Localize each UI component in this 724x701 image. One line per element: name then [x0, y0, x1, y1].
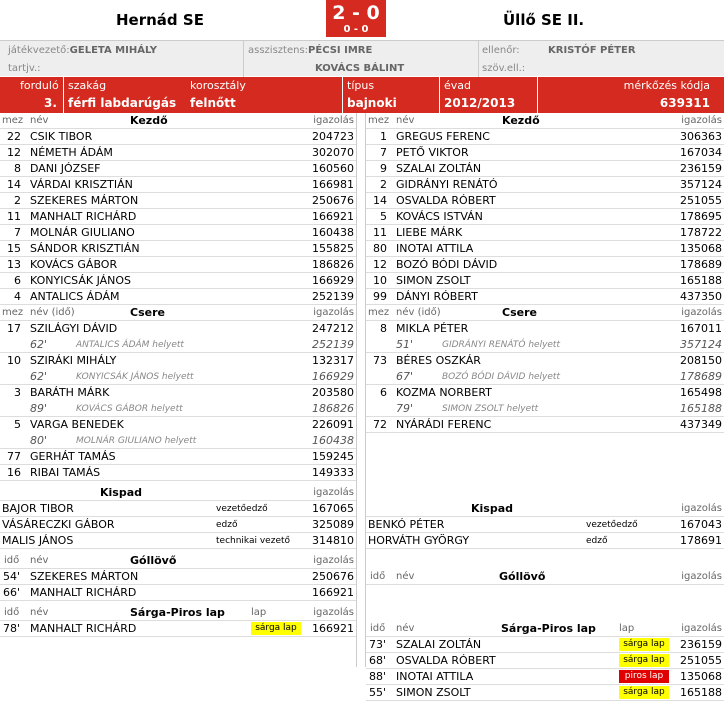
- player-name: SZIRÁKI MIHÁLY: [30, 354, 117, 367]
- player-name: MIKLA PÉTER: [396, 322, 469, 335]
- section-title: Sárga-Piros lap: [130, 606, 225, 619]
- registration-id: 251055: [680, 654, 722, 667]
- shirt-number: 12: [7, 146, 21, 159]
- age-group-value: felnőtt: [190, 96, 236, 110]
- col-first-label: mez: [368, 115, 390, 126]
- home-kispad-header: [0, 485, 356, 501]
- shirt-number: 8: [380, 322, 387, 335]
- home-starter-row: [0, 209, 356, 225]
- away-empty-row: [366, 585, 724, 601]
- shirt-number: 7: [380, 146, 387, 159]
- away-empty-row: [366, 449, 724, 465]
- player-name: VARGA BENEDEK: [30, 418, 124, 431]
- player-name: VÁRDAI KRISZTIÁN: [30, 178, 133, 191]
- away-empty-row: [366, 481, 724, 497]
- shirt-number: 8: [14, 162, 21, 175]
- home-bench-row: [0, 517, 356, 533]
- registration-id: 135068: [680, 670, 722, 683]
- registration-id: 167065: [312, 502, 354, 515]
- player-name: SIMON ZSOLT: [396, 274, 471, 287]
- season-value: 2012/2013: [444, 96, 516, 110]
- shirt-number: 14: [7, 178, 21, 191]
- col-card-label: lap: [619, 623, 635, 634]
- sub-minute: 89': [30, 402, 48, 415]
- sub-minute: 62': [30, 338, 48, 351]
- sub-minute: 80': [30, 434, 48, 447]
- registration-id: 208150: [680, 354, 722, 367]
- away-empty-row: [366, 465, 724, 481]
- shirt-number: 77: [7, 450, 21, 463]
- home-starter-row: [0, 257, 356, 273]
- registration-id: 325089: [312, 518, 354, 531]
- card-minute: 73': [369, 638, 387, 651]
- section-title: Kezdő: [502, 114, 540, 127]
- yellow-card-badge: sárga lap: [619, 638, 669, 651]
- col-card-label: lap: [251, 607, 267, 618]
- home-starter-row: [0, 273, 356, 289]
- home-bench-row: [0, 533, 356, 549]
- away-card-row: [366, 685, 724, 701]
- registration-id: 226091: [312, 418, 354, 431]
- away-gollovo-header: [366, 569, 724, 585]
- player-name: MANHALT RICHÁRD: [30, 210, 137, 223]
- sub-minute: 67': [396, 370, 414, 383]
- away-kezdo-header: [366, 113, 724, 129]
- home-starter-row: [0, 161, 356, 177]
- registration-id: 252139: [312, 290, 354, 303]
- registration-id: 149333: [312, 466, 354, 479]
- away-team-name: Üllő SE II.: [503, 11, 585, 29]
- registration-id: 132317: [312, 354, 354, 367]
- officials-panel: [0, 40, 724, 76]
- col-id-label: igazolás: [681, 503, 722, 514]
- home-sub-row: [0, 385, 356, 401]
- registration-id: 204723: [312, 130, 354, 143]
- replaced-player-id: 160438: [312, 434, 354, 447]
- player-name: SZALAI ZOLTÁN: [396, 162, 482, 175]
- player-name: KOZMA NORBERT: [396, 386, 492, 399]
- referee-name: GELETA MIHÁLY: [69, 45, 157, 56]
- away-sub-row: [366, 385, 724, 401]
- registration-id: 247212: [312, 322, 354, 335]
- registration-id: 357124: [680, 178, 722, 191]
- registration-id: 155825: [312, 242, 354, 255]
- shirt-number: 11: [373, 226, 387, 239]
- registration-id: 178722: [680, 226, 722, 239]
- col-id-label: igazolás: [313, 115, 354, 126]
- sub-minute: 51': [396, 338, 414, 351]
- col-name-label: név: [396, 623, 415, 634]
- away-sub-row: [366, 321, 724, 337]
- col-first-label: idő: [370, 623, 386, 634]
- inspector-name: KRISTÓF PÉTER: [548, 45, 636, 56]
- match-header: [0, 0, 724, 40]
- player-name: GIDRÁNYI RENÁTÓ: [396, 178, 498, 191]
- card-minute: 55': [369, 686, 387, 699]
- staff-role: vezetőedző: [586, 520, 638, 530]
- col-first-label: mez: [2, 307, 24, 318]
- registration-id: 250676: [312, 194, 354, 207]
- away-empty-row: [366, 549, 724, 565]
- shirt-number: 10: [7, 354, 21, 367]
- col-id-label: igazolás: [313, 555, 354, 566]
- away-sub-row: [366, 353, 724, 369]
- shirt-number: 10: [373, 274, 387, 287]
- player-name: RIBAI TAMÁS: [30, 466, 101, 479]
- away-team-column: [366, 113, 724, 701]
- replaced-player-id: 178689: [680, 370, 722, 383]
- replaced-player-id: 357124: [680, 338, 722, 351]
- col-first-label: idő: [370, 571, 386, 582]
- col-name-label: név (idő): [30, 307, 75, 318]
- yellow-card-badge: sárga lap: [619, 686, 669, 699]
- halftime-score: 0 - 0: [343, 24, 369, 35]
- player-name: OSVALDA RÓBERT: [396, 194, 496, 207]
- registration-id: 437349: [680, 418, 722, 431]
- registration-id: 166981: [312, 178, 354, 191]
- home-sub-detail-row: [0, 369, 356, 385]
- away-bench-row: [366, 533, 724, 549]
- home-sub-row: [0, 449, 356, 465]
- shirt-number: 16: [7, 466, 21, 479]
- away-sub-detail-row: [366, 369, 724, 385]
- home-gollovo-header: [0, 553, 356, 569]
- section-title: Kispad: [100, 486, 143, 499]
- player-name: INOTAI ATTILA: [396, 242, 474, 255]
- col-name-label: név: [30, 555, 49, 566]
- season-label: évad: [444, 79, 472, 92]
- home-sub-row: [0, 465, 356, 481]
- score-box: [326, 0, 386, 37]
- player-name: SÁNDOR KRISZTIÁN: [30, 242, 140, 255]
- registration-id: 160438: [312, 226, 354, 239]
- col-name-label: név: [396, 115, 415, 126]
- home-starter-row: [0, 177, 356, 193]
- registration-id: 302070: [312, 146, 354, 159]
- yellow-card-badge: sárga lap: [619, 654, 669, 667]
- player-name: SZILÁGYI DÁVID: [30, 322, 118, 335]
- staff-name: VÁSÁRECZKI GÁBOR: [2, 518, 115, 531]
- registration-id: 251055: [680, 194, 722, 207]
- player-name: NYÁRÁDI FERENC: [396, 418, 492, 431]
- registration-id: 135068: [680, 242, 722, 255]
- shirt-number: 72: [373, 418, 387, 431]
- col-first-label: idő: [4, 607, 20, 618]
- home-team-column: [0, 113, 356, 637]
- away-kispad-header: [366, 501, 724, 517]
- section-title: Góllövő: [130, 554, 177, 567]
- shirt-number: 3: [14, 386, 21, 399]
- registration-id: 166921: [312, 586, 354, 599]
- staff-name: BENKÓ PÉTER: [368, 518, 445, 531]
- section-title: Kispad: [471, 502, 514, 515]
- player-name: MANHALT RICHÁRD: [30, 622, 137, 635]
- player-name: GREGUS FERENC: [396, 130, 490, 143]
- assistant-2-name: KOVÁCS BÁLINT: [315, 63, 405, 74]
- shirt-number: 6: [14, 274, 21, 287]
- home-sub-detail-row: [0, 337, 356, 353]
- player-name: LIEBE MÁRK: [396, 226, 463, 239]
- col-name-label: név: [30, 115, 49, 126]
- registration-id: 167011: [680, 322, 722, 335]
- home-bench-row: [0, 501, 356, 517]
- match-code-label: mérkőzés kódja: [623, 79, 710, 92]
- player-name: KOVÁCS ISTVÁN: [396, 210, 483, 223]
- col-id-label: igazolás: [681, 307, 722, 318]
- home-csere-header: [0, 305, 356, 321]
- away-empty-row: [366, 601, 724, 617]
- away-sub-row: [366, 417, 724, 433]
- shirt-number: 17: [7, 322, 21, 335]
- round-label: forduló: [20, 79, 59, 92]
- registration-id: 250676: [312, 570, 354, 583]
- goal-minute: 66': [3, 586, 21, 599]
- replaced-player-id: 165188: [680, 402, 722, 415]
- col-first-label: mez: [2, 115, 24, 126]
- shirt-number: 12: [373, 258, 387, 271]
- registration-id: 166929: [312, 274, 354, 287]
- replaced-player: GIDRÁNYI RENÁTÓ helyett: [442, 340, 560, 350]
- staff-role: technikai vezető: [216, 536, 291, 546]
- sub-minute: 62': [30, 370, 48, 383]
- round-value: 3.: [44, 96, 57, 110]
- assistant-1-name: PÉCSI IMRE: [308, 45, 373, 56]
- staff-name: BAJOR TIBOR: [2, 502, 74, 515]
- shirt-number: 7: [14, 226, 21, 239]
- player-name: SZALAI ZOLTÁN: [396, 638, 482, 651]
- assistant-label: asszisztens:: [248, 45, 309, 56]
- card-minute: 78': [3, 622, 21, 635]
- registration-id: 165188: [680, 686, 722, 699]
- away-lapok-header: [366, 621, 724, 637]
- player-name: INOTAI ATTILA: [396, 670, 474, 683]
- shirt-number: 22: [7, 130, 21, 143]
- player-name: DÁNYI RÓBERT: [396, 290, 478, 303]
- replaced-player-id: 186826: [312, 402, 354, 415]
- col-first-label: idő: [4, 555, 20, 566]
- home-starter-row: [0, 241, 356, 257]
- section-title: Góllövő: [499, 570, 546, 583]
- away-starter-row: [366, 257, 724, 273]
- col-name-label: név: [396, 571, 415, 582]
- replaced-player: KOVÁCS GÁBOR helyett: [76, 404, 183, 414]
- player-name: NÉMETH ÁDÁM: [30, 146, 113, 159]
- home-starter-row: [0, 193, 356, 209]
- home-sub-detail-row: [0, 433, 356, 449]
- shirt-number: 80: [373, 242, 387, 255]
- player-name: BARÁTH MÁRK: [30, 386, 110, 399]
- red-card-badge: piros lap: [619, 670, 669, 683]
- registration-id: 314810: [312, 534, 354, 547]
- registration-id: 236159: [680, 638, 722, 651]
- shirt-number: 5: [380, 210, 387, 223]
- away-empty-row: [366, 433, 724, 449]
- shirt-number: 2: [380, 178, 387, 191]
- col-id-label: igazolás: [681, 571, 722, 582]
- replaced-player: SIMON ZSOLT helyett: [442, 404, 539, 414]
- player-name: BÉRES OSZKÁR: [396, 354, 481, 367]
- shirt-number: 1: [380, 130, 387, 143]
- registration-id: 166921: [312, 622, 354, 635]
- section-title: Csere: [130, 306, 165, 319]
- replaced-player: MOLNÁR GIULIANO helyett: [76, 436, 197, 446]
- sub-minute: 79': [396, 402, 414, 415]
- player-name: BOZÓ BÓDI DÁVID: [396, 258, 498, 271]
- registration-id: 160560: [312, 162, 354, 175]
- home-lapok-header: [0, 605, 356, 621]
- type-label: típus: [347, 79, 375, 92]
- home-team-name: Hernád SE: [116, 11, 204, 29]
- replaced-player-id: 252139: [312, 338, 354, 351]
- registration-id: 186826: [312, 258, 354, 271]
- away-card-row: [366, 637, 724, 653]
- col-first-label: mez: [368, 307, 390, 318]
- away-sub-detail-row: [366, 337, 724, 353]
- scorer-name: MANHALT RICHÁRD: [30, 586, 137, 599]
- col-id-label: igazolás: [313, 607, 354, 618]
- col-id-label: igazolás: [681, 623, 722, 634]
- player-name: OSVALDA RÓBERT: [396, 654, 496, 667]
- shirt-number: 11: [7, 210, 21, 223]
- card-minute: 88': [369, 670, 387, 683]
- shirt-number: 13: [7, 258, 21, 271]
- away-csere-header: [366, 305, 724, 321]
- away-card-row: [366, 669, 724, 685]
- home-starter-row: [0, 129, 356, 145]
- branch-label: szakág: [68, 79, 107, 92]
- yellow-card-badge: sárga lap: [251, 622, 301, 635]
- goal-minute: 54': [3, 570, 21, 583]
- player-name: CSIK TIBOR: [30, 130, 93, 143]
- registration-id: 167043: [680, 518, 722, 531]
- registration-id: 165188: [680, 274, 722, 287]
- away-bench-row: [366, 517, 724, 533]
- registration-id: 165498: [680, 386, 722, 399]
- replaced-player: BOZÓ BÓDI DÁVID helyett: [442, 372, 560, 382]
- card-minute: 68': [369, 654, 387, 667]
- registration-id: 306363: [680, 130, 722, 143]
- away-starter-row: [366, 193, 724, 209]
- type-value: bajnoki: [347, 96, 397, 110]
- shirt-number: 4: [14, 290, 21, 303]
- referee-label: játékvezető:: [8, 45, 70, 56]
- away-starter-row: [366, 145, 724, 161]
- staff-role: edző: [586, 536, 608, 546]
- staff-role: vezetőedző: [216, 504, 268, 514]
- home-starter-row: [0, 225, 356, 241]
- registration-id: 167034: [680, 146, 722, 159]
- player-name: MOLNÁR GIULIANO: [30, 226, 135, 239]
- col-id-label: igazolás: [313, 307, 354, 318]
- away-starter-row: [366, 225, 724, 241]
- player-name: SZEKERES MÁRTON: [30, 194, 139, 207]
- shirt-number: 15: [7, 242, 21, 255]
- player-name: GERHÁT TAMÁS: [30, 450, 116, 463]
- col-id-label: igazolás: [681, 115, 722, 126]
- col-name-label: név (idő): [396, 307, 441, 318]
- match-info-bar: [0, 77, 724, 113]
- replaced-player: KONYICSÁK JÁNOS helyett: [76, 372, 194, 382]
- home-sub-row: [0, 417, 356, 433]
- registration-id: 236159: [680, 162, 722, 175]
- registration-id: 166921: [312, 210, 354, 223]
- home-goal-row: [0, 585, 356, 601]
- player-name: SIMON ZSOLT: [396, 686, 471, 699]
- player-name: PETŐ VIKTOR: [396, 146, 469, 159]
- away-starter-row: [366, 273, 724, 289]
- home-kezdo-header: [0, 113, 356, 129]
- scorer-name: SZEKERES MÁRTON: [30, 570, 139, 583]
- replaced-player: ANTALICS ÁDÁM helyett: [76, 340, 184, 350]
- age-group-label: korosztály: [190, 79, 246, 92]
- away-starter-row: [366, 129, 724, 145]
- shirt-number: 14: [373, 194, 387, 207]
- away-sub-detail-row: [366, 401, 724, 417]
- player-name: KOVÁCS GÁBOR: [30, 258, 118, 271]
- home-sub-detail-row: [0, 401, 356, 417]
- shirt-number: 99: [373, 290, 387, 303]
- match-code-value: 639311: [659, 96, 710, 110]
- replaced-player-id: 166929: [312, 370, 354, 383]
- home-starter-row: [0, 145, 356, 161]
- away-starter-row: [366, 161, 724, 177]
- final-score: 2 - 0: [332, 2, 380, 24]
- registration-id: 178691: [680, 534, 722, 547]
- home-goal-row: [0, 569, 356, 585]
- staff-name: HORVÁTH GYÖRGY: [368, 534, 470, 547]
- inspector-label: ellenőr:: [482, 45, 520, 56]
- registration-id: 178689: [680, 258, 722, 271]
- section-title: Csere: [502, 306, 537, 319]
- shirt-number: 2: [14, 194, 21, 207]
- col-name-label: név: [30, 607, 49, 618]
- shirt-number: 9: [380, 162, 387, 175]
- away-starter-row: [366, 177, 724, 193]
- branch-value: férfi labdarúgás: [68, 96, 177, 110]
- shirt-number: 73: [373, 354, 387, 367]
- col-id-label: igazolás: [313, 487, 354, 498]
- home-sub-row: [0, 353, 356, 369]
- reserve-referee-label: tartjv.:: [8, 63, 41, 74]
- player-name: KONYICSÁK JÁNOS: [30, 274, 132, 287]
- away-starter-row: [366, 289, 724, 305]
- away-starter-row: [366, 209, 724, 225]
- registration-id: 159245: [312, 450, 354, 463]
- player-name: ANTALICS ÁDÁM: [30, 290, 120, 303]
- staff-role: edző: [216, 520, 238, 530]
- federation-inspector-label: szöv.ell.:: [482, 63, 526, 74]
- registration-id: 203580: [312, 386, 354, 399]
- staff-name: MALIS JÁNOS: [2, 534, 74, 547]
- shirt-number: 5: [14, 418, 21, 431]
- registration-id: 437350: [680, 290, 722, 303]
- registration-id: 178695: [680, 210, 722, 223]
- home-sub-row: [0, 321, 356, 337]
- shirt-number: 6: [380, 386, 387, 399]
- home-card-row: [0, 621, 356, 637]
- player-name: DANI JÓZSEF: [30, 162, 101, 175]
- section-title: Kezdő: [130, 114, 168, 127]
- home-starter-row: [0, 289, 356, 305]
- section-title: Sárga-Piros lap: [501, 622, 596, 635]
- away-starter-row: [366, 241, 724, 257]
